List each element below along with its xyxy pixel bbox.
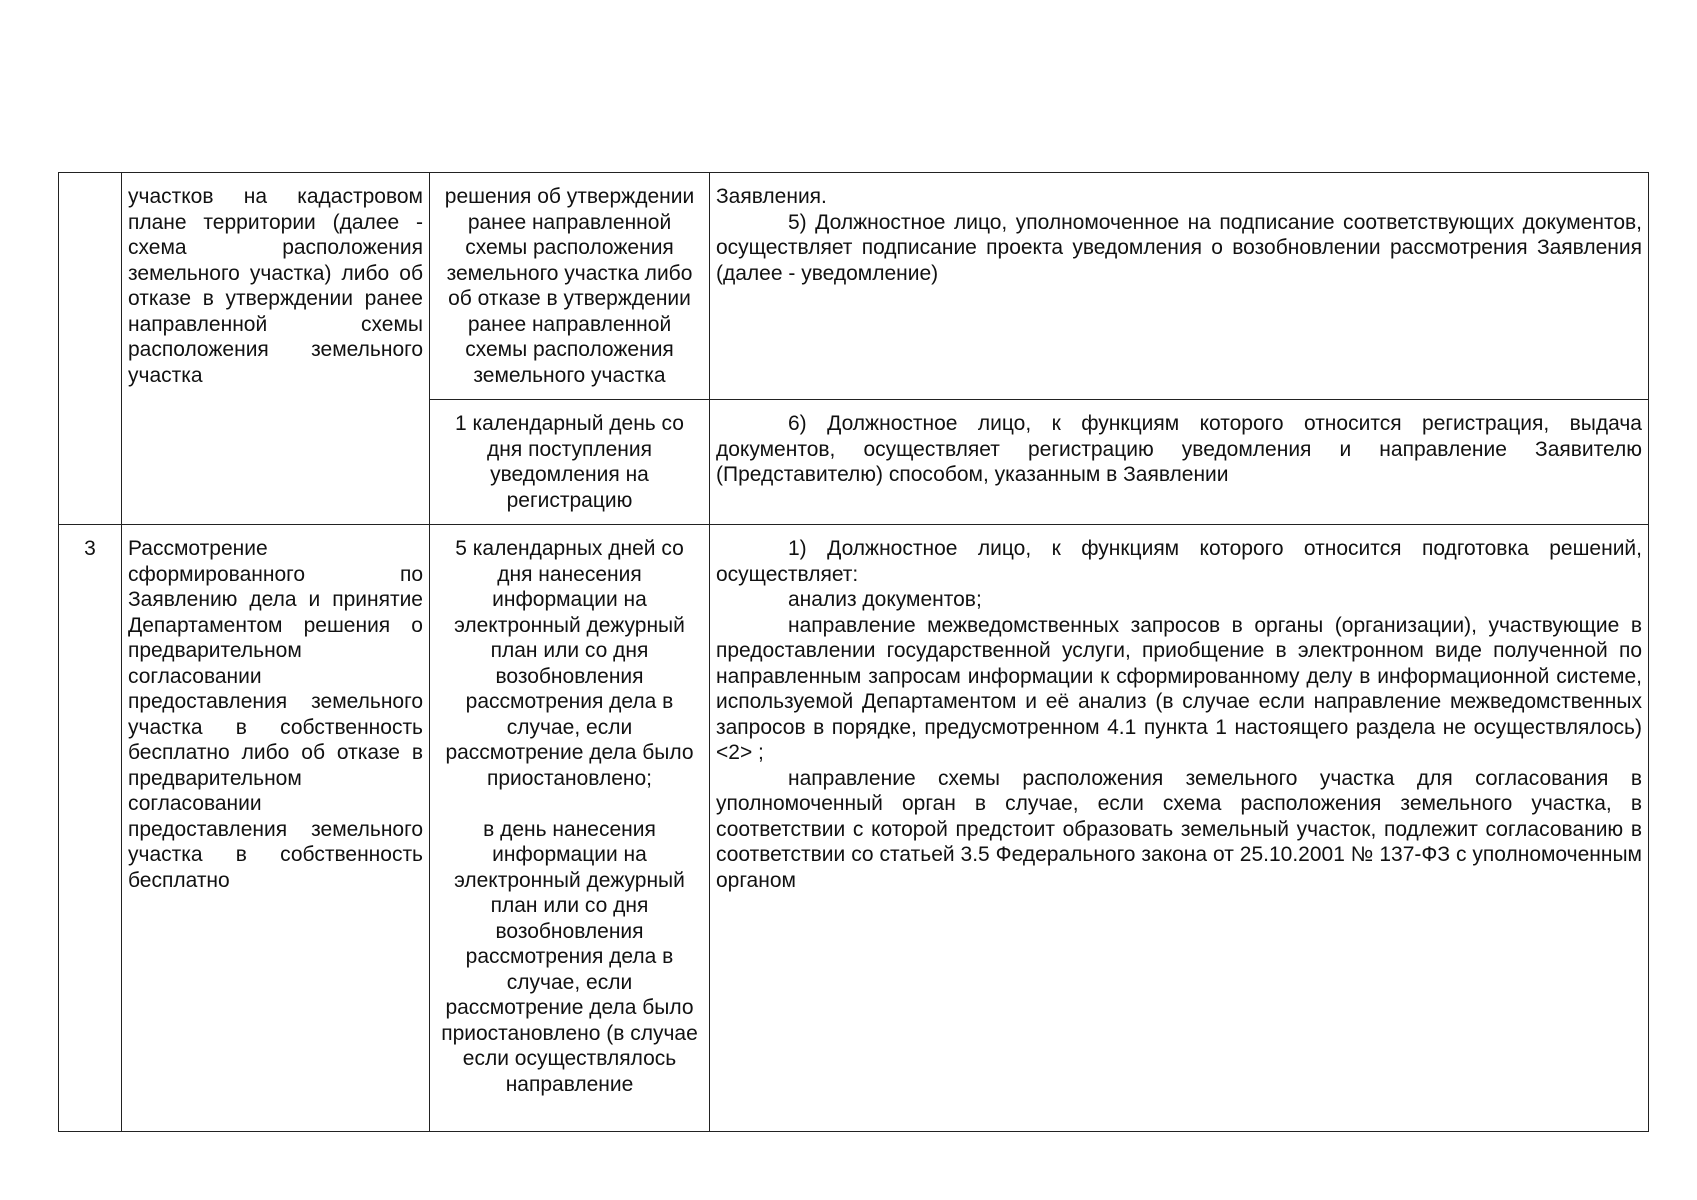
row-number-cell: 3 — [59, 525, 122, 1132]
actions-cell — [710, 525, 1649, 1132]
action-line: 5) Должностное лицо, уполномоченное на подписание соответствующих документов, осуществляет подписание проекта уведомления о возобновлении рассмотрения Заявления (далее - уведомление) — [716, 210, 1642, 285]
term-text: решения об утверждении ранее направленной схемы расположения земельного участка либо об отказе в утверждении ранее направленной схемы расположения земельного участка — [444, 185, 695, 387]
action-line: 6) Должностное лицо, к функциям которого относится регистрация, выдача документов, осуществляет регистрацию уведомления и направление Заявителю (Представителю) способом, указанным в Заявлении — [716, 412, 1642, 486]
procedure-name: участков на кадастровом плане территории (далее - схема расположения земельного участка) либо об отказе в утверждении ранее направленной схемы расположения земельного участка — [128, 185, 423, 387]
spacer — [436, 791, 703, 817]
term-text: в день нанесения информации на электронный дежурный план или со дня возобновления рассмотрения дела в случае, если рассмотрение дела было приостановлено (в случае если осуществлялось направление — [441, 817, 698, 1096]
action-line: направление схемы расположения земельного участка для согласования в уполномоченный орган в случае, если схема расположения земельного участка, в соответствии с которой предстоит образовать земельный участок, подлежит согласованию в соответствии со статьей 3.5 Федерального закона от 25.10.2001 № 137-ФЗ с уполномоченным органом — [716, 766, 1642, 892]
procedure-table — [58, 172, 1649, 1132]
procedure-name-cell — [122, 173, 430, 525]
actions-cell — [710, 400, 1649, 525]
procedure-name: Рассмотрение сформированного по Заявлению дела и принятие Департаментом решения о предварительном согласовании предоставления земельного участка в собственность бесплатно либо об отказе в предварительном согласовании предоставления земельного участка в собственность бесплатно — [128, 537, 423, 892]
actions-cell — [710, 173, 1649, 400]
row-number-cell — [59, 173, 122, 525]
table-row — [59, 173, 1649, 400]
term-cell — [430, 400, 710, 525]
table-row — [59, 525, 1649, 1132]
action-line: анализ документов; — [788, 588, 982, 611]
procedure-name-cell — [122, 525, 430, 1132]
term-cell — [430, 525, 710, 1132]
term-text: 5 календарных дней со дня нанесения информации на электронный дежурный план или со дня возобновления рассмотрения дела в случае, если рассмотрение дела было приостановлено; — [445, 537, 694, 790]
term-text: 1 календарный день со дня поступления уведомления на регистрацию — [455, 412, 684, 512]
term-cell — [430, 173, 710, 400]
action-line: 1) Должностное лицо, к функциям которого относится подготовка решений, осуществляет: — [716, 537, 1642, 586]
action-line: направление межведомственных запросов в органы (организации), участвующие в предоставлении государственной услуги, приобщение в электронном виде полученной по направленным запросам информации к сформированному делу в информационной системе, используемой Департаментом и её анализ (в случае если направление межведомственных запросов в порядке, предусмотренном 4.1 пункта 1 настоящего раздела не осуществлялось)<2> ; — [716, 613, 1642, 764]
action-line: Заявления. — [716, 185, 827, 208]
